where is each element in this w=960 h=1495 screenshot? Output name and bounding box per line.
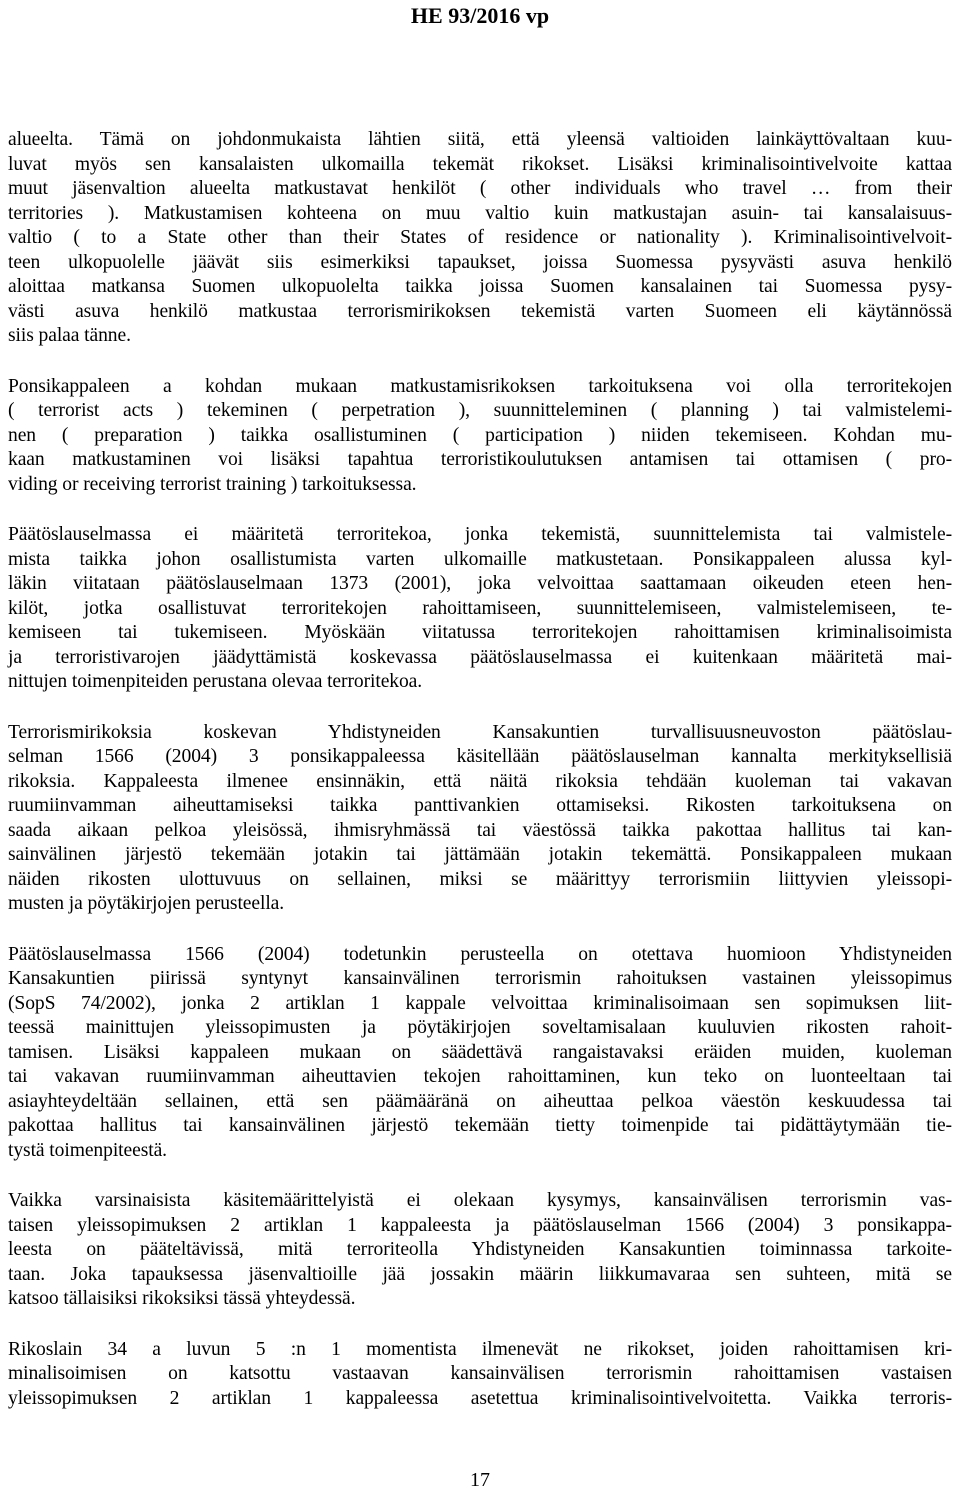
- text-line: selman 1566 (2004) 3 ponsikappaleessa käsitellään päätöslauselman kannalta merkityksellisiä: [8, 746, 952, 767]
- text-line: musten ja pöytäkirjojen perusteella.: [8, 893, 285, 914]
- text-line: tai vakavan ruumiinvamman aiheuttavien tekojen rahoittaminen, kun teko on luonteeltaan tai: [8, 1066, 952, 1087]
- text-line: västi asuva henkilö matkustaa terrorismirikoksen tekemistä varten Suomeen eli käytännössä: [8, 300, 952, 322]
- text-line: Ponsikappaleen a kohdan mukaan matkustamisrikoksen tarkoituksena voi olla terroritekojen: [8, 375, 952, 397]
- text-line: asiayhteydeltään sellainen, että sen päämääränä on aiheuttaa pelkoa väestön keskuudessa tai: [8, 1090, 952, 1112]
- text-line: minalisoimisen on katsottu vastaavan kansainvälisen terrorismin rahoittamisen vastaisen: [8, 1363, 952, 1384]
- text-line: Rikoslain 34 a luvun 5 :n 1 momentista ilmenevät ne rikokset, joiden rahoittamisen kri-: [8, 1338, 952, 1360]
- text-line: pakottaa hallitus tai kansainvälinen järjestö tekemään tietty toimenpide tai pidättäytymään tie-: [8, 1115, 952, 1136]
- text-line: kaan matkustaminen voi lisäksi tapahtua terroristikoulutuksen antamisen tai ottamisen ( pro-: [8, 449, 952, 470]
- text-line: ja terroristivarojen jäädyttämistä koskevassa päätöslauselmassa ei kuitenkaan määritetä mai-: [8, 646, 952, 668]
- text-line: saada aikaan pelkoa yleisössä, ihmisryhmässä tai väestössä taikka pakottaa hallitus tai kan-: [8, 819, 952, 841]
- text-line: territories ). Matkustamisen kohteena on muu valtio kuin matkustajan asuin- tai kansalaisuus-: [8, 202, 952, 224]
- text-line: Päätöslauselmassa ei määritetä terroritekoa, jonka tekemistä, suunnittelemista tai valmistele-: [8, 524, 952, 545]
- text-line: Kansakuntien piirissä syntynyt kansainvälinen terrorismin rahoituksen vastainen yleissopimus: [8, 968, 952, 989]
- text-line: taan. Joka tapauksessa jäsenvaltioille jää jossakin määrin liikkumavaraa sen suhteen, mitä se: [8, 1263, 952, 1285]
- text-line: sainvälinen järjestö tekemään jotakin tai jättämään jotakin tekemättä. Ponsikappaleen mukaan: [8, 844, 952, 865]
- text-line: ruumiinvamman aiheuttamiseksi taikka panttivankien ottamiseksi. Rikosten tarkoituksena on: [8, 795, 952, 816]
- text-line: Päätöslauselmassa 1566 (2004) todetunkin perusteella on otettava huomioon Yhdistyneiden: [8, 943, 952, 965]
- document-header: HE 93/2016 vp: [410, 3, 550, 28]
- text-line: teessä mainittujen yleissopimusten ja pöytäkirjojen soveltamisalaan kuuluvien rikosten rahoit-: [8, 1017, 952, 1038]
- document-body: [8, 128, 952, 1437]
- text-line: alueelta. Tämä on johdonmukaista lähtien siitä, että yleensä valtioiden lainkäyttövaltaan kuu-: [8, 129, 952, 150]
- paragraph-7: [8, 1338, 952, 1412]
- text-line: kemiseen tai tukemiseen. Myöskään viitatussa terroritekojen rahoittamisen kriminalisoimista: [8, 622, 952, 643]
- text-line: tamisen. Lisäksi kappaleen mukaan on säädettävä rangaistavaksi eräiden muiden, kuoleman: [8, 1041, 952, 1063]
- text-line: tystä toimenpiteestä.: [8, 1139, 167, 1161]
- text-line: taisen yleissopimuksen 2 artiklan 1 kappaleesta ja päätöslauselman 1566 (2004) 3 ponsikappa-: [8, 1214, 952, 1236]
- text-line: teen ulkopuolelle jäävät siis esimerkiksi tapaukset, joissa Suomessa pysyvästi asuva henkilö: [8, 251, 952, 273]
- text-line: muut jäsenvaltion alueelta matkustavat henkilöt ( other individuals who travel … from their: [8, 178, 952, 199]
- text-line: leesta on pääteltävissä, mitä terroriteolla Yhdistyneiden Kansakuntien toiminnassa tarkoite-: [8, 1239, 952, 1260]
- text-line: aloittaa matkansa Suomen ulkopuolelta taikka joissa Suomen kansalainen tai Suomessa pysy-: [8, 276, 952, 297]
- text-line: (SopS 74/2002), jonka 2 artiklan 1 kappale velvoittaa kriminalisoimaan sen sopimuksen liit-: [8, 992, 952, 1014]
- text-line: Terrorismirikoksia koskevan Yhdistyneiden Kansakuntien turvallisuusneuvoston päätöslau-: [8, 721, 952, 743]
- paragraph-4: [8, 721, 952, 917]
- text-line: siis palaa tänne.: [8, 325, 131, 346]
- paragraph-5: [8, 943, 952, 1164]
- page-number: 17: [470, 1469, 490, 1491]
- text-line: läkin viitataan päätöslauselmaan 1373 (2001), joka velvoittaa saattamaan oikeuden eteen hen-: [8, 573, 952, 594]
- text-line: mista taikka johon osallistumista varten ulkomaille matkustetaan. Ponsikappaleen alussa kyl-: [8, 548, 952, 570]
- text-line: katsoo tällaisiksi rikoksiksi tässä yhteydessä.: [8, 1288, 356, 1309]
- text-line: valtio ( to a State other than their States of residence or nationality ). Kriminalisointivelvoit-: [8, 227, 952, 248]
- text-line: kilöt, jotka osallistuvat terroritekojen rahoittamiseen, suunnittelemiseen, valmistelemiseen, te-: [8, 597, 952, 619]
- text-line: ( terrorist acts ) tekeminen ( perpetration ), suunnitteleminen ( planning ) tai valmistelemi-: [8, 400, 952, 421]
- paragraph-6: [8, 1189, 952, 1312]
- paragraph-3: [8, 523, 952, 695]
- paragraph-1: [8, 128, 952, 349]
- paragraph-2: [8, 375, 952, 498]
- text-line: viding or receiving terrorist training ) tarkoituksessa.: [8, 473, 417, 495]
- text-line: nen ( preparation ) taikka osallistuminen ( participation ) niiden tekemiseen. Kohdan mu-: [8, 424, 952, 446]
- text-line: yleissopimuksen 2 artiklan 1 kappaleessa asetettua kriminalisointivelvoitetta. Vaikka terroris-: [8, 1387, 952, 1409]
- text-line: luvat myös sen kansalaisten ulkomailla tekemät rikokset. Lisäksi kriminalisointivelvoite kattaa: [8, 153, 952, 175]
- text-line: näiden rikosten ulottuvuus on sellainen, miksi se määrittyy terrorismiin liittyvien yleissopi-: [8, 868, 952, 890]
- text-line: Vaikka varsinaisista käsitemäärittelyistä ei olekaan kysymys, kansainvälisen terrorismin vas-: [8, 1190, 952, 1211]
- text-line: nittujen toimenpiteiden perustana olevaa terroritekoa.: [8, 671, 423, 692]
- text-line: rikoksia. Kappaleesta ilmenee ensinnäkin, että näitä rikoksia tehdään kuoleman tai vakavan: [8, 770, 952, 792]
